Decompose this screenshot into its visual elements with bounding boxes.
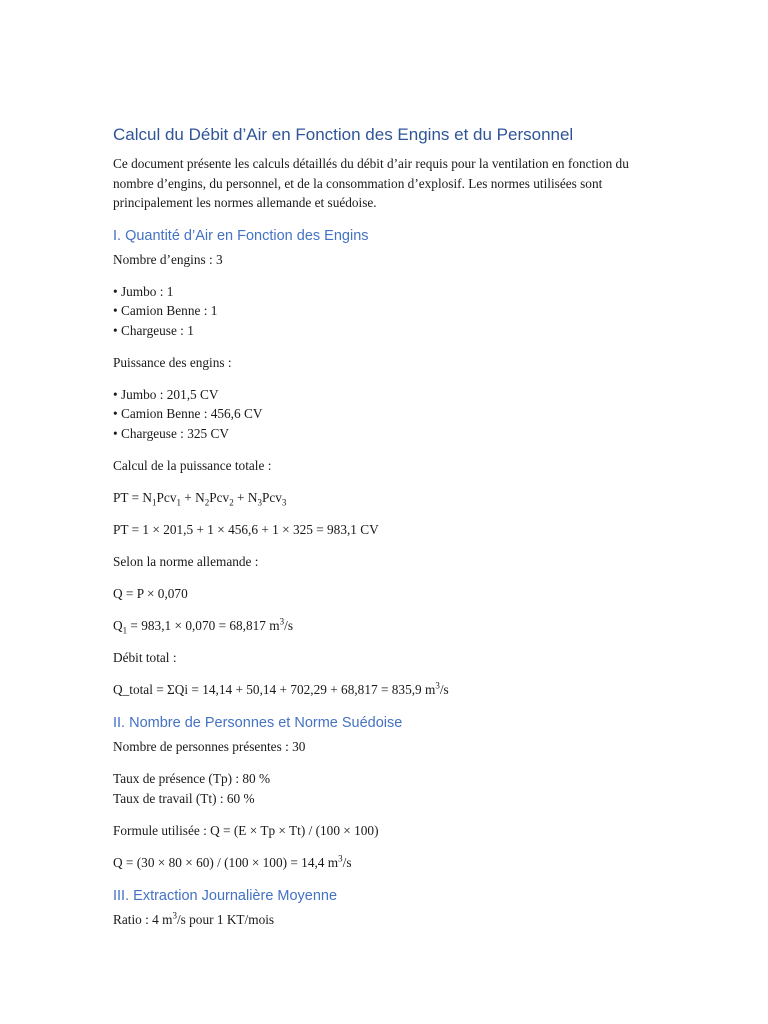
pt-formula: PT = $N_1Pcv_1 + N_2Pcv_2 + N_3Pcv_3$: [113, 489, 287, 508]
q1-value: $Q_1 = 983,1 \times 0,070 = 68,817$ $m^3/s$: [113, 616, 293, 636]
section-2-heading: II. Nombre de Personnes et Norme Suédoise: [113, 715, 403, 731]
list-item: • Camion Benne : 456,6 CV: [113, 406, 263, 421]
qtotal-value: Q_total = ΣQi = 14,14 + 50,14 + 702,29 + 68,817 = 835,9 $m^3/s$: [113, 680, 449, 697]
formule: Formule utilisée : Q = (E × Tp × Tt) / (100 × 100): [113, 822, 379, 838]
section-1-heading: I. Quantité d’Air en Fonction des Engins: [113, 227, 369, 244]
norme-label: Selon la norme allemande :: [113, 553, 259, 569]
q-formula: Q = P × 0,070: [113, 585, 188, 601]
q-suede: Q = (30 × 80 × 60) / (100 × 100) = 14,4 $m^3/s$: [113, 853, 352, 870]
ratio: Ratio : 4 $m^3/s$ pour 1 KT/mois: [113, 910, 275, 927]
engins-list: [113, 282, 653, 341]
personnes: Nombre de personnes présentes : 30: [113, 739, 306, 754]
intro-paragraph: Ce document présente les calculs détaillés du débit d’air requis pour la ventilation en fonction du nombre d’engins, du personnel, et de la consommation d’explosif. Les normes utilisées sont principalement les normes allemande et suédoise.: [113, 156, 629, 210]
debit-label: Débit total :: [113, 649, 177, 665]
document-page: [113, 124, 653, 942]
nombre-engins: Nombre d’engins : 3: [113, 251, 223, 267]
list-item: • Chargeuse : 1: [113, 322, 194, 338]
list-item: • Jumbo : 1: [113, 283, 174, 299]
calcul-label: Calcul de la puissance totale :: [113, 457, 272, 473]
pt-value: PT = 1 × 201,5 + 1 × 456,6 + 1 × 325 = 983,1 CV: [113, 521, 379, 537]
taux-block: Taux de présence (Tp) : 80 % Taux de travail (Tt) : 60 %: [113, 771, 271, 806]
section-3-heading: III. Extraction Journalière Moyenne: [113, 888, 338, 904]
puissances-list: [113, 385, 653, 444]
list-item: • Camion Benne : 1: [113, 303, 218, 318]
puissance-label: Puissance des engins :: [113, 354, 232, 370]
document-title: Calcul du Débit d’Air en Fonction des Engins et du Personnel: [113, 125, 574, 144]
list-item: • Jumbo : 201,5 CV: [113, 386, 219, 402]
list-item: • Chargeuse : 325 CV: [113, 425, 229, 441]
